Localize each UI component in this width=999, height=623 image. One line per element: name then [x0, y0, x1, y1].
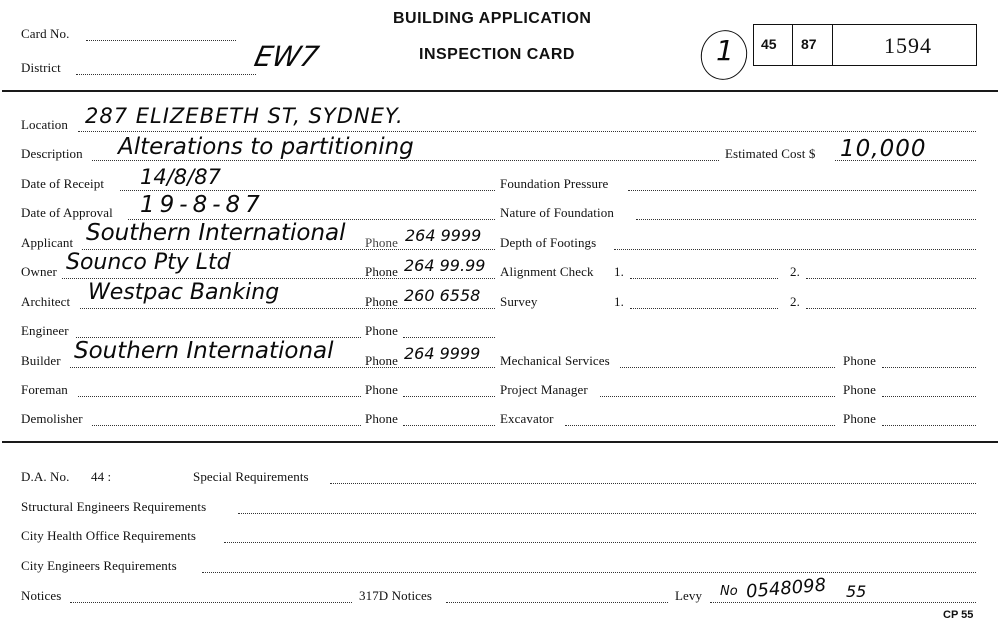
alignment-check-dots-1 — [630, 278, 778, 279]
district-value: EW7 — [251, 40, 322, 73]
alignment-check-num2: 2. — [790, 264, 800, 279]
description-value: Alterations to partitioning — [118, 134, 414, 160]
owner-phone-label: Phone — [365, 264, 398, 279]
project-manager-phone-dots — [882, 396, 976, 397]
survey-num1: 1. — [614, 294, 624, 309]
mechanical-services-dots — [620, 367, 835, 368]
da-no-label: D.A. No. — [21, 469, 70, 484]
demolisher-label: Demolisher — [21, 411, 83, 426]
foreman-phone-label: Phone — [365, 382, 398, 397]
architect-dots — [80, 308, 495, 309]
structural-engineers-label: Structural Engineers Requirements — [21, 499, 207, 514]
levy-prefix: No — [720, 584, 738, 599]
estimated-cost-value: 10,000 — [840, 136, 927, 162]
card-number: 1594 — [884, 33, 932, 58]
engineer-label: Engineer — [21, 323, 69, 338]
levy-value: 0548098 — [745, 574, 827, 603]
survey-dots-1 — [630, 308, 778, 309]
district-dots — [76, 74, 256, 75]
demolisher-phone-label: Phone — [365, 411, 398, 426]
mechanical-phone-dots — [882, 367, 976, 368]
estimated-cost-label: Estimated Cost $ — [725, 146, 816, 161]
date-receipt-label: Date of Receipt — [21, 176, 105, 191]
nature-foundation-dots — [636, 219, 976, 220]
city-engineers-label: City Engineers Requirements — [21, 558, 177, 573]
excavator-phone-label: Phone — [843, 411, 876, 426]
builder-dots — [70, 367, 495, 368]
excavator-dots — [565, 425, 835, 426]
builder-value: Southern International — [74, 338, 334, 364]
description-dots — [92, 160, 719, 161]
depth-footings-label: Depth of Footings — [500, 235, 597, 250]
foreman-dots — [78, 396, 361, 397]
applicant-phone: 264 9999 — [405, 226, 482, 245]
demolisher-phone-dots — [403, 425, 495, 426]
applicant-value: Southern International — [86, 220, 346, 246]
architect-phone-label: Phone — [365, 294, 398, 309]
alignment-check-dots-2 — [806, 278, 976, 279]
foundation-pressure-dots — [628, 190, 976, 191]
da-no-value: 44 : — [91, 469, 112, 484]
engineer-phone-label: Phone — [365, 323, 398, 338]
section-rule — [2, 441, 998, 443]
special-requirements-label: Special Requirements — [193, 469, 309, 484]
demolisher-dots — [92, 425, 361, 426]
architect-phone: 260 6558 — [404, 286, 481, 305]
applicant-label: Applicant — [21, 235, 74, 250]
foundation-pressure-label: Foundation Pressure — [500, 176, 609, 191]
title-line-2: INSPECTION CARD — [419, 46, 575, 63]
nature-foundation-label: Nature of Foundation — [500, 205, 614, 220]
notices-dots — [70, 602, 352, 603]
levy-suffix: 55 — [846, 582, 867, 601]
excavator-phone-dots — [882, 425, 976, 426]
engineer-phone-dots — [403, 337, 495, 338]
date-receipt-value: 14/8/87 — [140, 165, 221, 189]
mechanical-services-label: Mechanical Services — [500, 353, 610, 368]
depth-footings-dots — [614, 249, 976, 250]
location-dots — [78, 131, 976, 132]
owner-label: Owner — [21, 264, 57, 279]
project-manager-phone-label: Phone — [843, 382, 876, 397]
district-label: District — [21, 60, 61, 75]
header-rule — [2, 90, 998, 92]
date-approval-value: 19-8-87 — [140, 192, 265, 218]
alignment-check-label: Alignment Check — [500, 264, 594, 279]
circled-number: 1 — [716, 34, 734, 67]
builder-label: Builder — [21, 353, 61, 368]
location-label: Location — [21, 117, 69, 132]
excavator-label: Excavator — [500, 411, 554, 426]
date-approval-label: Date of Approval — [21, 205, 113, 220]
mechanical-phone-label: Phone — [843, 353, 876, 368]
alignment-check-num1: 1. — [614, 264, 624, 279]
description-label: Description — [21, 146, 83, 161]
builder-phone: 264 9999 — [404, 344, 481, 363]
city-health-label: City Health Office Requirements — [21, 528, 197, 543]
notices-317d-dots — [446, 602, 668, 603]
city-engineers-dots — [202, 572, 976, 573]
location-value: 287 ELIZEBETH ST, SYDNEY. — [85, 104, 404, 128]
card-box-2-value: 87 — [801, 36, 817, 52]
notices-label: Notices — [21, 588, 62, 603]
card-no-label: Card No. — [21, 26, 70, 41]
foreman-phone-dots — [403, 396, 495, 397]
form-code: CP 55 — [943, 609, 974, 621]
owner-value: Sounco Pty Ltd — [66, 250, 231, 275]
title-line-1: BUILDING APPLICATION — [393, 10, 592, 27]
owner-dots — [62, 278, 495, 279]
notices-317d-label: 317D Notices — [359, 588, 433, 603]
project-manager-label: Project Manager — [500, 382, 588, 397]
survey-num2: 2. — [790, 294, 800, 309]
project-manager-dots — [600, 396, 835, 397]
builder-phone-label: Phone — [365, 353, 398, 368]
survey-label: Survey — [500, 294, 538, 309]
card-no-dots — [86, 40, 236, 41]
city-health-dots — [224, 542, 976, 543]
architect-value: Westpac Banking — [88, 280, 280, 305]
card-box-1-value: 45 — [761, 36, 777, 52]
structural-engineers-dots — [238, 513, 976, 514]
applicant-phone-label: Phone — [365, 235, 398, 250]
date-receipt-dots — [120, 190, 495, 191]
architect-label: Architect — [21, 294, 71, 309]
special-requirements-dots — [330, 483, 976, 484]
foreman-label: Foreman — [21, 382, 68, 397]
levy-label: Levy — [675, 588, 703, 603]
survey-dots-2 — [806, 308, 976, 309]
owner-phone: 264 99.99 — [404, 256, 486, 275]
